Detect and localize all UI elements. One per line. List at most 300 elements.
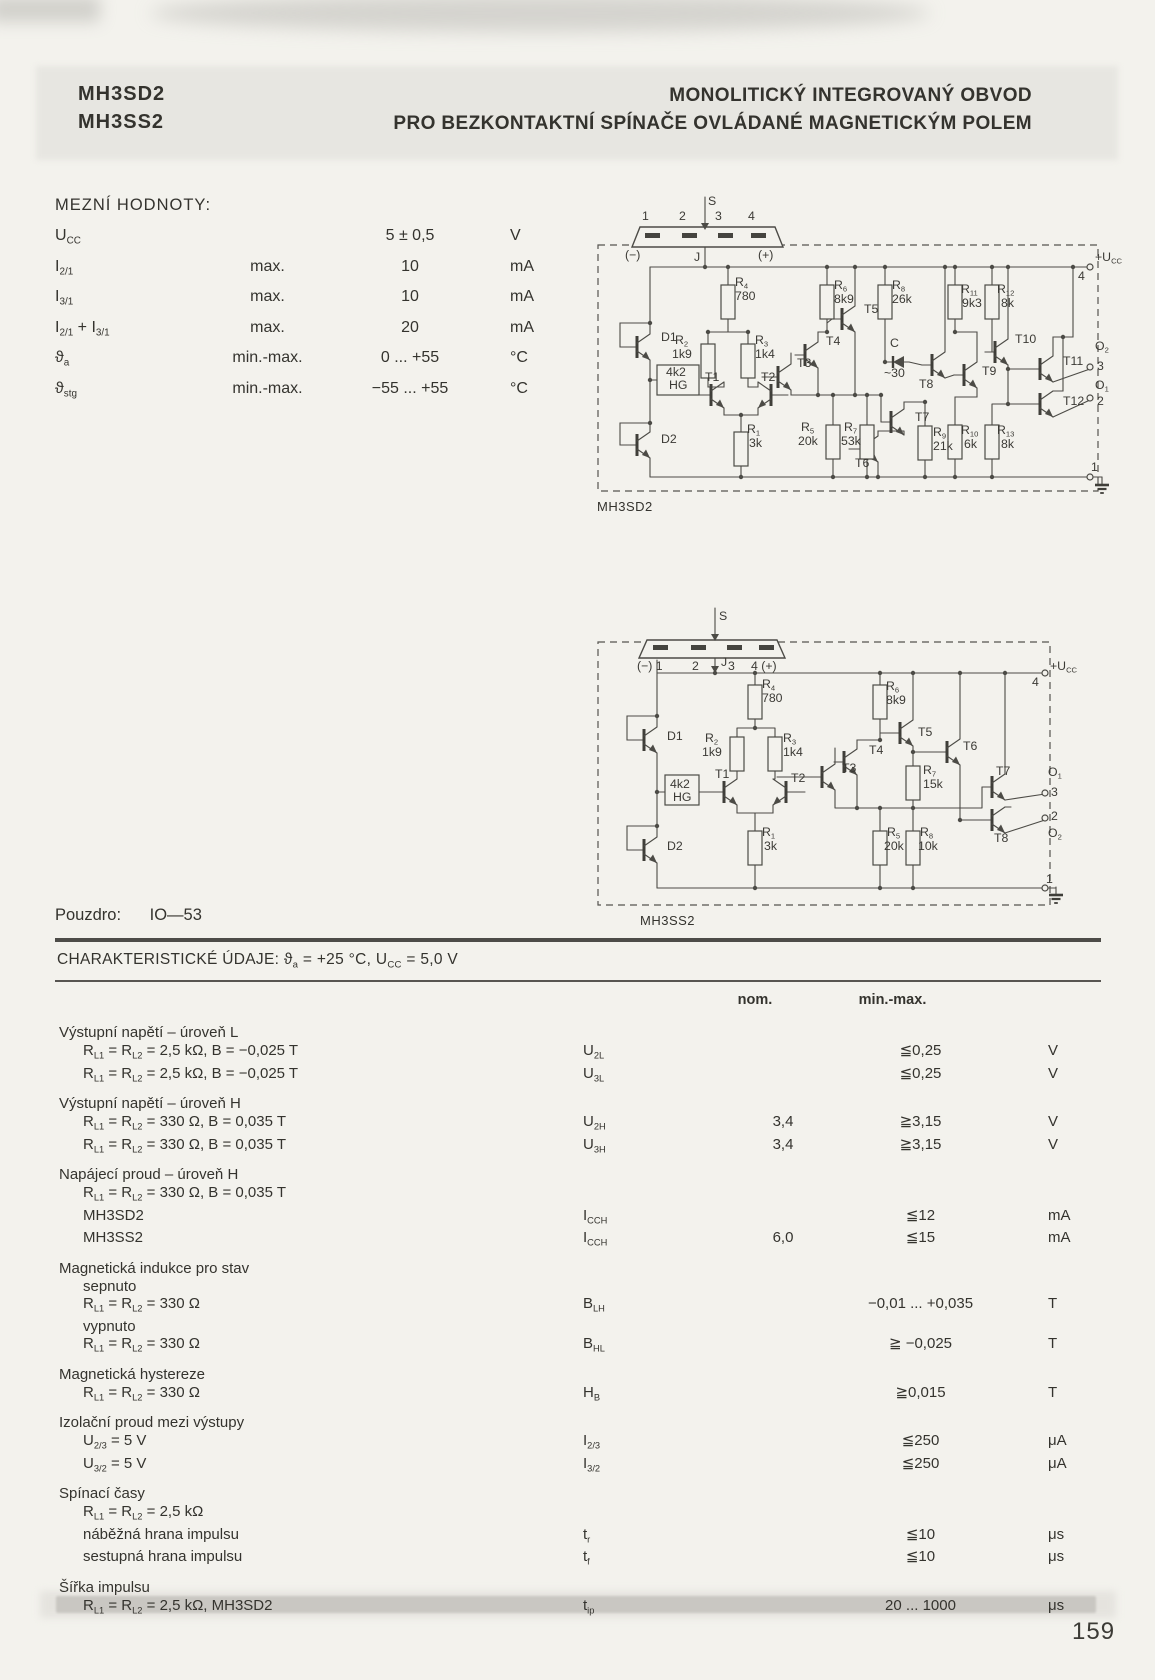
c-mm: ≦0,25	[899, 1064, 942, 1082]
schematic-label: 21k	[933, 439, 953, 453]
package-outline	[639, 640, 785, 658]
schematic-label: $O_2$	[1095, 339, 1109, 355]
char-row	[55, 1414, 1101, 1432]
c-mm: ≧0,015	[895, 1383, 946, 1401]
c-unit: V	[1048, 1135, 1059, 1153]
schematic-label: 8k	[1001, 296, 1014, 310]
l-cond: max.	[250, 257, 285, 275]
char-row	[55, 1113, 1101, 1136]
schematic-label: 2	[1051, 809, 1058, 823]
schematic-label: 2	[679, 209, 686, 223]
c-unit: T	[1048, 1295, 1058, 1313]
schematic-label: 9k3	[962, 296, 982, 310]
char-row	[55, 1526, 1101, 1549]
schematic-caption-mh3ss2: MH3SS2	[640, 913, 696, 928]
c-unit	[984, 1260, 1101, 1278]
c-unit	[1008, 1503, 1101, 1526]
c-nom	[733, 1318, 833, 1336]
schematic-label: $O_1$	[1095, 378, 1109, 394]
schematic-label: D1	[661, 330, 677, 344]
char-row	[55, 1366, 1101, 1384]
schematic-label: T2	[761, 370, 776, 384]
package-note-value: IO—53	[149, 906, 202, 924]
c-nom	[709, 1166, 809, 1184]
c-sym: $U_{3L}$	[583, 1064, 605, 1083]
c-mm: ≦250	[901, 1431, 940, 1449]
c-sym: $U_{3H}$	[583, 1135, 606, 1154]
schematic-label: $R_{11}$	[961, 282, 978, 298]
schematic-label: T5	[918, 725, 933, 739]
schematic-label: T6	[963, 739, 978, 753]
characteristics-table	[55, 938, 1101, 1619]
schematic-label: 3	[715, 209, 722, 223]
part-number-2: MH3SS2	[78, 111, 165, 133]
c-unit	[1008, 1278, 1101, 1296]
c-unit	[1008, 1318, 1101, 1336]
schematic-label: $R_5$	[887, 825, 901, 841]
l-cond: max.	[250, 318, 285, 336]
l-sym: $ϑ_{stg}$	[55, 379, 77, 399]
schematic-label: 6k	[964, 437, 977, 451]
c-desc: Spínací časy	[59, 1485, 145, 1503]
c-sym	[559, 1166, 709, 1184]
l-unit: mA	[510, 257, 534, 275]
c-mm	[809, 1366, 984, 1384]
l-unit: mA	[510, 318, 534, 336]
limit-row	[55, 349, 575, 380]
char-row	[55, 1229, 1101, 1252]
schematic-label: J	[721, 655, 728, 669]
c-desc: MH3SD2	[83, 1206, 144, 1224]
schematic-label: HG	[669, 378, 688, 392]
schematic-label: $R_1$	[762, 825, 776, 841]
c-unit: T	[1048, 1335, 1058, 1353]
schematic-label: $R_6$	[834, 278, 848, 294]
c-nom: 3,4	[772, 1112, 794, 1130]
schematic-label: 4k2	[670, 777, 690, 791]
c-mm: ≦12	[905, 1206, 936, 1224]
schematic-label: 4	[748, 209, 755, 223]
schematic-label: $R_2$	[675, 333, 689, 349]
char-row	[55, 1432, 1101, 1455]
schematic-label: $R_{10}$	[961, 423, 979, 439]
c-sym	[559, 1414, 709, 1432]
char-row	[55, 1295, 1101, 1318]
c-mm: 20 ... 1000	[885, 1596, 956, 1614]
c-desc: náběžná hrana impulsu	[83, 1525, 239, 1543]
c-nom	[733, 1548, 833, 1571]
c-sym: $U_{2H}$	[583, 1112, 606, 1132]
schematic-label: 8k	[1001, 437, 1014, 451]
c-sym	[583, 1278, 733, 1296]
l-sym: $U_{CC}$	[55, 227, 81, 247]
junction-dots	[655, 671, 1007, 890]
l-cond: max.	[250, 288, 285, 305]
schematic-label: 8k9	[834, 292, 854, 306]
schematic-label: 1	[1046, 872, 1053, 886]
c-nom: 3,4	[772, 1135, 794, 1153]
column-header-nom: nom.	[737, 992, 773, 1009]
schematic-label: T5	[864, 302, 879, 316]
limit-values-table	[55, 196, 575, 410]
schematic-label: $R_1$	[747, 422, 761, 438]
char-row	[55, 1042, 1101, 1065]
c-desc: $R_{L1} = R_{L2} = 330$ Ω	[83, 1335, 200, 1354]
schematic-label: 53k	[841, 434, 861, 448]
schematic-label: D1	[667, 729, 683, 743]
c-desc: $R_{L1} = R_{L2} = 330$ Ω, B = 0,035 T	[83, 1183, 287, 1203]
schematic-label: T7	[915, 410, 930, 424]
schematic-label: 20k	[798, 434, 818, 448]
c-mm	[809, 1166, 984, 1184]
schematic-label: 1k9	[702, 745, 722, 759]
table-rule-head	[55, 980, 1101, 983]
c-nom	[733, 1597, 833, 1620]
schematic-label: T1	[715, 767, 730, 781]
c-unit: mA	[1048, 1206, 1071, 1224]
schematic-label: $R_7$	[844, 420, 858, 436]
c-desc: $U_{2/3} = 5$ V	[83, 1431, 147, 1451]
c-unit: μs	[1048, 1525, 1065, 1543]
c-unit	[984, 1095, 1101, 1113]
schematic-label: 26k	[892, 292, 912, 306]
char-row	[55, 1455, 1101, 1478]
c-unit	[984, 1579, 1101, 1597]
l-unit: °C	[510, 379, 528, 397]
c-desc: $R_{L1} = R_{L2} = 330$ Ω, B = 0,035 T	[83, 1135, 287, 1154]
page-number: 159	[1072, 1618, 1116, 1645]
c-mm	[833, 1278, 1008, 1296]
char-row	[55, 1503, 1101, 1526]
schematic-label: (−) 1	[637, 659, 663, 673]
c-mm: ≦250	[901, 1454, 940, 1472]
c-desc: $R_{L1} = R_{L2} = 330$ Ω	[83, 1383, 200, 1402]
characteristics-conditions: $ϑ_a = +25$ °C, $U_{CC} = 5,0$ V	[283, 950, 459, 970]
title-line-2: PRO BEZKONTAKTNÍ SPÍNAČE OVLÁDANÉ MAGNETICKÝM POLEM	[393, 113, 1032, 134]
schematic-label: 4	[1032, 675, 1039, 689]
schematic-caption-mh3sd2: MH3SD2	[597, 499, 653, 514]
mh3ss2-schematic	[595, 580, 1078, 917]
schematic-label: $R_8$	[920, 825, 934, 841]
page-title	[320, 82, 1032, 138]
c-sym	[583, 1503, 733, 1526]
l-unit: V	[510, 227, 521, 244]
c-desc: sestupná hrana impulsu	[83, 1548, 243, 1566]
schematic-label: T2	[791, 771, 806, 785]
package-outline	[632, 227, 783, 247]
char-row	[55, 1065, 1101, 1088]
c-sym: $I_{CCH}$	[583, 1206, 608, 1225]
c-desc: Magnetická hystereze	[59, 1366, 205, 1384]
schematic-label: T4	[869, 743, 884, 757]
char-row	[55, 1548, 1101, 1571]
title-line-1: MONOLITICKÝ INTEGROVANÝ OBVOD	[669, 85, 1032, 106]
characteristics-heading	[57, 951, 1101, 970]
package-note	[55, 906, 202, 925]
c-nom	[709, 1414, 809, 1432]
l-cond: min.-max.	[232, 349, 303, 366]
schematic-label: T3	[797, 356, 812, 370]
schematic-label: 8k9	[886, 693, 906, 707]
schematic-label: S	[708, 194, 717, 208]
char-row	[55, 1260, 1101, 1278]
c-mm	[833, 1184, 1008, 1207]
c-nom	[733, 1295, 833, 1318]
c-desc: $R_{L1} = R_{L2} = 2,5$ kΩ, B = −0,025 T	[83, 1064, 299, 1083]
schematic-label: T11	[1063, 354, 1084, 368]
limits-rows	[55, 227, 575, 410]
characteristics-heading-text: CHARAKTERISTICKÉ ÚDAJE:	[57, 950, 280, 968]
l-val: −55 ... +55	[371, 379, 449, 397]
schematic-label: $R_4$	[735, 275, 749, 291]
c-unit: μA	[1048, 1431, 1067, 1449]
schematic-label: T9	[982, 364, 997, 378]
c-nom	[733, 1065, 833, 1088]
c-nom	[733, 1384, 833, 1407]
c-sym	[559, 1579, 709, 1597]
c-unit: V	[1048, 1041, 1059, 1059]
char-row	[55, 1024, 1101, 1042]
schematic-label: 1	[1091, 460, 1098, 474]
schematic-label: $R_2$	[705, 731, 719, 747]
c-desc: $R_{L1} = R_{L2} = 330$ Ω	[83, 1295, 200, 1314]
limit-row	[55, 319, 575, 350]
limit-row	[55, 258, 575, 289]
c-unit	[984, 1366, 1101, 1384]
schematic-label: 3	[728, 659, 735, 673]
c-mm	[809, 1260, 984, 1278]
scan-smudge	[150, 0, 930, 32]
c-unit: T	[1048, 1383, 1058, 1401]
c-sym	[559, 1366, 709, 1384]
scan-smudge	[0, 0, 100, 22]
schematic-label: $R_7$	[923, 763, 937, 779]
schematic-label: $R_3$	[755, 333, 769, 349]
c-unit	[984, 1485, 1101, 1503]
char-row	[55, 1335, 1101, 1358]
schematic-label: T6	[855, 456, 870, 470]
c-nom: 6,0	[772, 1229, 794, 1247]
c-nom	[709, 1579, 809, 1597]
c-sym: $t_{ip}$	[583, 1596, 595, 1615]
c-sym: $B_{HL}$	[583, 1335, 605, 1354]
c-unit: V	[1048, 1112, 1059, 1130]
pins	[1087, 264, 1093, 480]
schematic-label: T8	[919, 377, 934, 391]
c-desc: $R_{L1} = R_{L2} = 2,5$ kΩ	[83, 1502, 204, 1522]
c-unit	[984, 1414, 1101, 1432]
schematic-label: T10	[1015, 332, 1037, 346]
c-mm	[809, 1485, 984, 1503]
schematic-label: J	[694, 250, 701, 264]
schematic-label: $R_4$	[762, 677, 776, 693]
schematic-label: $R_{12}$	[997, 282, 1015, 298]
schematic-label: 4 (+)	[751, 659, 777, 673]
c-nom	[733, 1432, 833, 1455]
char-row	[55, 1136, 1101, 1159]
c-sym: $t_r$	[583, 1525, 591, 1544]
c-unit: mA	[1048, 1229, 1071, 1247]
char-row	[55, 1184, 1101, 1207]
c-mm: −0,01 ... +0,035	[867, 1295, 974, 1313]
schematic-label: 1k4	[755, 347, 775, 361]
c-unit: μs	[1048, 1596, 1065, 1614]
c-desc: Napájecí proud – úroveň H	[59, 1166, 239, 1184]
c-nom	[733, 1455, 833, 1478]
package-note-label: Pouzdro:	[55, 906, 122, 924]
schematic-label: 4	[1078, 269, 1085, 283]
schematic-label: 3	[1051, 785, 1058, 799]
schematic-label: $R_3$	[783, 731, 797, 747]
c-sym	[559, 1024, 709, 1042]
c-nom	[733, 1042, 833, 1065]
c-mm: ≦0,25	[899, 1041, 942, 1059]
schematic-label: 3k	[764, 839, 777, 853]
schematic-label: 1	[642, 209, 649, 223]
schematic-label: (−)	[625, 248, 641, 262]
c-mm	[833, 1318, 1008, 1336]
c-mm	[833, 1503, 1008, 1526]
schematic-label: $R_6$	[886, 679, 900, 695]
l-unit: mA	[510, 288, 534, 305]
c-mm	[809, 1579, 984, 1597]
schematic-label: $O_2$	[1048, 826, 1062, 842]
schematic-label: $R_9$	[933, 425, 947, 441]
c-mm: ≦10	[905, 1525, 936, 1543]
c-mm	[809, 1024, 984, 1042]
l-sym: $ϑ_a$	[55, 349, 70, 369]
l-val: 20	[401, 318, 419, 336]
table-rule-top	[55, 938, 1101, 942]
c-unit: V	[1048, 1064, 1059, 1082]
c-sym	[559, 1485, 709, 1503]
schematic-label: 2	[1097, 394, 1104, 408]
c-desc: vypnuto	[83, 1317, 136, 1335]
c-nom	[733, 1207, 833, 1230]
schematic-label: D2	[667, 839, 683, 853]
char-row	[55, 1095, 1101, 1113]
l-sym: $I_{3/1}$	[55, 288, 74, 308]
schematic-label: T3	[842, 761, 857, 775]
c-desc: MH3SS2	[83, 1229, 144, 1247]
c-sym: $t_f$	[583, 1548, 590, 1567]
l-val: 10	[401, 288, 419, 305]
limit-row	[55, 227, 575, 258]
c-nom	[709, 1024, 809, 1042]
schematic-label: C	[890, 336, 899, 350]
c-sym: $U_{2L}$	[583, 1041, 605, 1061]
schematic-label: 3k	[749, 436, 762, 450]
c-mm	[809, 1414, 984, 1432]
limit-row	[55, 380, 575, 411]
part-numbers	[78, 80, 165, 136]
l-val: 10	[401, 257, 419, 275]
schematic-label: $R_{13}$	[997, 423, 1015, 439]
char-row	[55, 1485, 1101, 1503]
schematic-label: 1k4	[783, 745, 803, 759]
c-nom	[709, 1485, 809, 1503]
c-unit	[1008, 1184, 1101, 1207]
schematic-label: T7	[996, 764, 1011, 778]
c-desc: $R_{L1} = R_{L2} = 330$ Ω, B = 0,035 T	[83, 1112, 287, 1132]
schematic-label: T8	[994, 831, 1009, 845]
c-sym	[559, 1095, 709, 1113]
schematic-label: T12	[1063, 394, 1085, 408]
schematic-label: 3	[1097, 359, 1104, 373]
mh3sd2-schematic	[595, 194, 1123, 507]
characteristics-rows	[55, 1024, 1101, 1619]
c-unit: μs	[1048, 1548, 1065, 1566]
c-nom	[733, 1503, 833, 1526]
schematic-label: 15k	[923, 777, 943, 791]
c-desc: Šířka impulsu	[59, 1579, 150, 1597]
c-nom	[733, 1184, 833, 1207]
l-sym: $I_{2/1} + I_{3/1}$	[55, 318, 110, 338]
char-row	[55, 1166, 1101, 1184]
schematic-label: D2	[661, 432, 677, 446]
limits-heading: MEZNÍ HODNOTY:	[55, 196, 212, 214]
schematic-label: 10k	[918, 839, 938, 853]
c-nom	[709, 1095, 809, 1113]
c-nom	[709, 1260, 809, 1278]
schematic-label: T4	[826, 334, 841, 348]
schematic-label: T1	[705, 370, 720, 384]
schematic-label: HG	[673, 790, 692, 804]
c-nom	[733, 1526, 833, 1549]
schematic-label: 2	[692, 659, 699, 673]
c-desc: Izolační proud mezi výstupy	[59, 1414, 245, 1432]
schematic-label: (+)	[758, 248, 774, 262]
l-val: 5 ± 0,5	[385, 227, 435, 244]
schematic-label: ~30	[884, 366, 905, 380]
c-mm: ≧3,15	[899, 1112, 942, 1130]
c-mm	[809, 1095, 984, 1113]
c-mm: ≧ −0,025	[888, 1335, 953, 1353]
schematic-label: 20k	[884, 839, 904, 853]
part-number-1: MH3SD2	[78, 83, 166, 105]
char-row	[55, 1384, 1101, 1407]
column-header-minmax: min.-max.	[858, 992, 927, 1009]
c-sym: $I_{3/2}$	[583, 1454, 601, 1473]
c-desc: Magnetická indukce pro stav	[59, 1260, 250, 1278]
mh3ss2-schematic-drawing	[595, 580, 1062, 917]
schematic-label: $O_1$	[1048, 765, 1062, 781]
c-unit	[984, 1024, 1101, 1042]
schematic-label: 4k2	[666, 365, 686, 379]
schematic-label: 1k9	[672, 347, 692, 361]
c-sym: $H_B$	[583, 1383, 601, 1402]
schematic-label: $R_5$	[801, 420, 815, 436]
char-row	[55, 1579, 1101, 1597]
c-sym: $I_{CCH}$	[583, 1229, 608, 1248]
c-sym	[559, 1260, 709, 1278]
schematic-label: 780	[735, 289, 756, 303]
c-desc: Výstupní napětí – úroveň L	[59, 1024, 239, 1042]
schematic-label: $+U_{CC}$	[1050, 659, 1078, 675]
l-unit: °C	[510, 349, 528, 366]
c-mm: ≦10	[905, 1548, 936, 1566]
schematic-label: S	[719, 609, 728, 623]
c-desc: $U_{3/2} = 5$ V	[83, 1454, 147, 1473]
ground-icon	[1049, 887, 1063, 903]
limit-row	[55, 288, 575, 319]
l-cond: min.-max.	[232, 379, 303, 397]
schematic-label: $+U_{CC}$	[1095, 250, 1123, 266]
char-row	[55, 1207, 1101, 1230]
c-nom	[709, 1366, 809, 1384]
char-row	[55, 1597, 1101, 1620]
c-desc: sepnuto	[83, 1277, 137, 1295]
